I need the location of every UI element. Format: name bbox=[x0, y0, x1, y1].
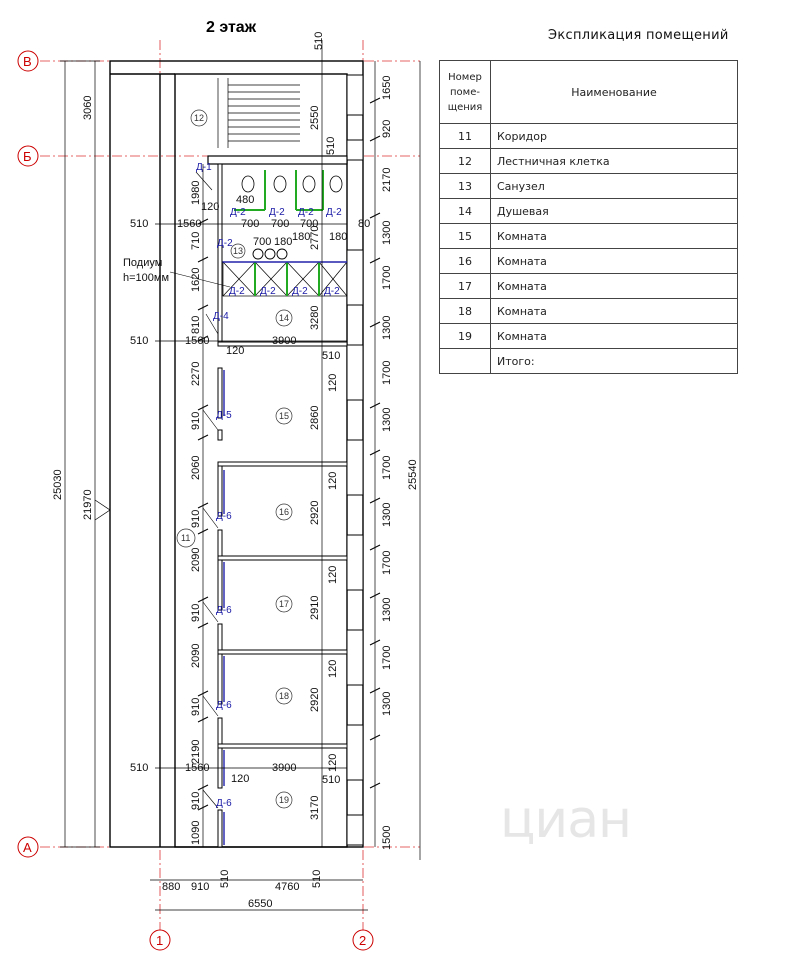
row-number: 16 bbox=[440, 249, 491, 274]
stair-wall bbox=[208, 156, 347, 164]
dim-left-col: 910 bbox=[190, 509, 202, 528]
col-number-header: Номер поме- щения bbox=[440, 61, 491, 124]
dim-left-col: 910 bbox=[190, 697, 202, 716]
dim-wall-120: 120 bbox=[327, 471, 339, 490]
table-row bbox=[440, 299, 738, 324]
dim-inner-right: 510 bbox=[325, 136, 337, 155]
dim-stair: 2550 bbox=[309, 105, 321, 130]
row-name: Лестничная клетка bbox=[491, 149, 738, 174]
table-row bbox=[440, 149, 738, 174]
dim-bottom: 510 bbox=[219, 869, 231, 888]
dim-inner-right: 2860 bbox=[309, 405, 321, 430]
dim-width: 180 bbox=[292, 231, 311, 243]
windows bbox=[347, 75, 363, 845]
dim-right-total: 25540 bbox=[407, 459, 419, 490]
dim-left-inner: 21970 bbox=[82, 489, 94, 520]
dim-width: 1560 bbox=[177, 218, 202, 230]
door-label: Д-2 bbox=[324, 286, 340, 297]
dim-wall-120: 120 bbox=[327, 565, 339, 584]
dim-inner-right: 2910 bbox=[309, 595, 321, 620]
table-row bbox=[440, 349, 738, 374]
dim-width: 3900 bbox=[272, 335, 297, 347]
dim-right-col: 1300 bbox=[381, 407, 393, 432]
dim-width: 80 bbox=[358, 218, 371, 230]
dim-width: 700 bbox=[253, 236, 272, 248]
row-name: Комната bbox=[491, 224, 738, 249]
dim-bottom: 880 bbox=[162, 881, 181, 893]
explication-title: Экспликация помещений bbox=[548, 28, 729, 43]
room-num-12: 12 bbox=[194, 113, 205, 123]
dim-width: 700 bbox=[300, 218, 319, 230]
dim-inner-right: 2920 bbox=[309, 500, 321, 525]
axis-label-v: В bbox=[23, 54, 32, 69]
table-row bbox=[440, 124, 738, 149]
room-num-19: 19 bbox=[279, 795, 290, 805]
dim-right-col: 1700 bbox=[381, 265, 393, 290]
dim-left-col: 2060 bbox=[190, 455, 202, 480]
dim-inner-right: 3170 bbox=[309, 795, 321, 820]
dim-left-col: 910 bbox=[190, 791, 202, 810]
door-label: Д-6 bbox=[216, 700, 232, 711]
row-number: 12 bbox=[440, 149, 491, 174]
table-row bbox=[440, 274, 738, 299]
dim-width: 1560 bbox=[185, 335, 210, 347]
door-label: Д-2 bbox=[292, 286, 308, 297]
door-label: Д-6 bbox=[216, 798, 232, 809]
dim-left-top: 3060 bbox=[82, 95, 94, 120]
dim-left-col: 1090 bbox=[190, 820, 202, 845]
dim-wall-120: 120 bbox=[231, 773, 250, 785]
dim-width: 510 bbox=[322, 350, 341, 362]
table-row bbox=[440, 224, 738, 249]
podium-height: h=100мм bbox=[123, 272, 170, 284]
dim-width: 1560 bbox=[185, 762, 210, 774]
table-row bbox=[440, 199, 738, 224]
dim-right-col: 1700 bbox=[381, 455, 393, 480]
room-num-16: 16 bbox=[279, 507, 290, 517]
door-label: Д-2 bbox=[269, 207, 285, 218]
axis-label-b: Б bbox=[23, 149, 32, 164]
row-number: 13 bbox=[440, 174, 491, 199]
row-number: 14 bbox=[440, 199, 491, 224]
dim-width: 510 bbox=[130, 762, 149, 774]
dim-wall-120: 120 bbox=[327, 753, 339, 772]
sinks bbox=[253, 249, 287, 259]
dim-top-wall: 510 bbox=[313, 31, 325, 50]
room-num-11: 11 bbox=[181, 533, 191, 543]
dim-bottom: 910 bbox=[191, 881, 210, 893]
row-number: 19 bbox=[440, 324, 491, 349]
dim-left-col: 910 bbox=[190, 603, 202, 622]
door-label: Д-6 bbox=[216, 511, 232, 522]
watermark: циан bbox=[500, 790, 632, 850]
toilets bbox=[242, 176, 342, 192]
row-name: Комната bbox=[491, 324, 738, 349]
room-num-18: 18 bbox=[279, 691, 290, 701]
dim-wall-120: 120 bbox=[226, 345, 245, 357]
dim-width: 510 bbox=[322, 774, 341, 786]
room-num-15: 15 bbox=[279, 411, 290, 421]
axis-label-2: 2 bbox=[359, 933, 367, 948]
table-row bbox=[440, 174, 738, 199]
dim-left-col: 2090 bbox=[190, 547, 202, 572]
door-label: Д-1 bbox=[196, 162, 212, 173]
dim-right-col: 1650 bbox=[381, 75, 393, 100]
door-label: Д-5 bbox=[216, 410, 232, 421]
dim-left-col: 1980 bbox=[190, 180, 202, 205]
dim-left-outer: 25030 bbox=[52, 469, 64, 500]
dim-width: 180 bbox=[274, 236, 293, 248]
axis-label-1: 1 bbox=[156, 933, 164, 948]
exterior-walls bbox=[110, 61, 363, 847]
dim-right-col: 1300 bbox=[381, 220, 393, 245]
door-label: Д-2 bbox=[298, 207, 314, 218]
dim-wall-120: 120 bbox=[327, 373, 339, 392]
dim-right-col: 1700 bbox=[381, 550, 393, 575]
row-name: Итого: bbox=[491, 349, 738, 374]
dim-width: 180 bbox=[329, 231, 348, 243]
row-number: 15 bbox=[440, 224, 491, 249]
dim-width: 510 bbox=[130, 218, 149, 230]
door-label: Д-2 bbox=[326, 207, 342, 218]
door-label: Д-2 bbox=[217, 238, 233, 249]
dim-left-col: 810 bbox=[190, 315, 202, 334]
dim-right-col: 1700 bbox=[381, 360, 393, 385]
dim-right-col: 920 bbox=[381, 119, 393, 138]
podium-note: Подиум bbox=[123, 257, 163, 269]
row-number bbox=[440, 349, 491, 374]
dim-right-col: 1300 bbox=[381, 502, 393, 527]
table-row bbox=[440, 324, 738, 349]
row-name: Комната bbox=[491, 274, 738, 299]
dim-right-col: 1500 bbox=[381, 825, 393, 850]
dim-left-col: 2090 bbox=[190, 643, 202, 668]
dim-left-col: 710 bbox=[190, 231, 202, 250]
dim-wall-120: 120 bbox=[201, 201, 220, 213]
dim-left-col: 2190 bbox=[190, 739, 202, 764]
dim-inner-right: 3280 bbox=[309, 305, 321, 330]
axis-label-a: А bbox=[23, 840, 32, 855]
door-label: Д-6 bbox=[216, 605, 232, 616]
door-label: Д-4 bbox=[213, 311, 229, 322]
dim-width: 700 bbox=[241, 218, 260, 230]
row-number: 18 bbox=[440, 299, 491, 324]
door-label: Д-2 bbox=[230, 207, 246, 218]
dim-width: 510 bbox=[130, 335, 149, 347]
stair bbox=[218, 78, 300, 148]
dim-right-col: 1300 bbox=[381, 315, 393, 340]
door-label: Д-2 bbox=[229, 286, 245, 297]
row-name: Комната bbox=[491, 249, 738, 274]
dim-right-col: 2170 bbox=[381, 167, 393, 192]
dim-left-col: 1620 bbox=[190, 267, 202, 292]
room-num-13: 13 bbox=[233, 246, 244, 256]
dim-width: 480 bbox=[236, 194, 255, 206]
row-number: 11 bbox=[440, 124, 491, 149]
dim-width: 700 bbox=[271, 218, 290, 230]
floor-title: 2 этаж bbox=[206, 19, 257, 36]
dim-right-col: 1300 bbox=[381, 597, 393, 622]
dim-bottom: 510 bbox=[311, 869, 323, 888]
table-row bbox=[440, 249, 738, 274]
explication-table bbox=[439, 60, 738, 374]
dim-left-col: 2270 bbox=[190, 361, 202, 386]
dim-bottom-total: 6550 bbox=[248, 898, 273, 910]
dim-bottom: 4760 bbox=[275, 881, 300, 893]
dim-wall-120: 120 bbox=[327, 659, 339, 678]
room-num-14: 14 bbox=[279, 313, 290, 323]
row-name: Коридор bbox=[491, 124, 738, 149]
dim-right-col: 1700 bbox=[381, 645, 393, 670]
col-name-header: Наименование bbox=[491, 61, 738, 124]
row-number: 17 bbox=[440, 274, 491, 299]
row-name: Комната bbox=[491, 299, 738, 324]
dim-right-col: 1300 bbox=[381, 691, 393, 716]
dim-left-col: 910 bbox=[190, 411, 202, 430]
door-label: Д-2 bbox=[260, 286, 276, 297]
dim-inner-right: 2920 bbox=[309, 687, 321, 712]
row-name: Санузел bbox=[491, 174, 738, 199]
dim-inner-right: 2770 bbox=[309, 225, 321, 250]
row-name: Душевая bbox=[491, 199, 738, 224]
dim-width: 3900 bbox=[272, 762, 297, 774]
room-num-17: 17 bbox=[279, 599, 290, 609]
